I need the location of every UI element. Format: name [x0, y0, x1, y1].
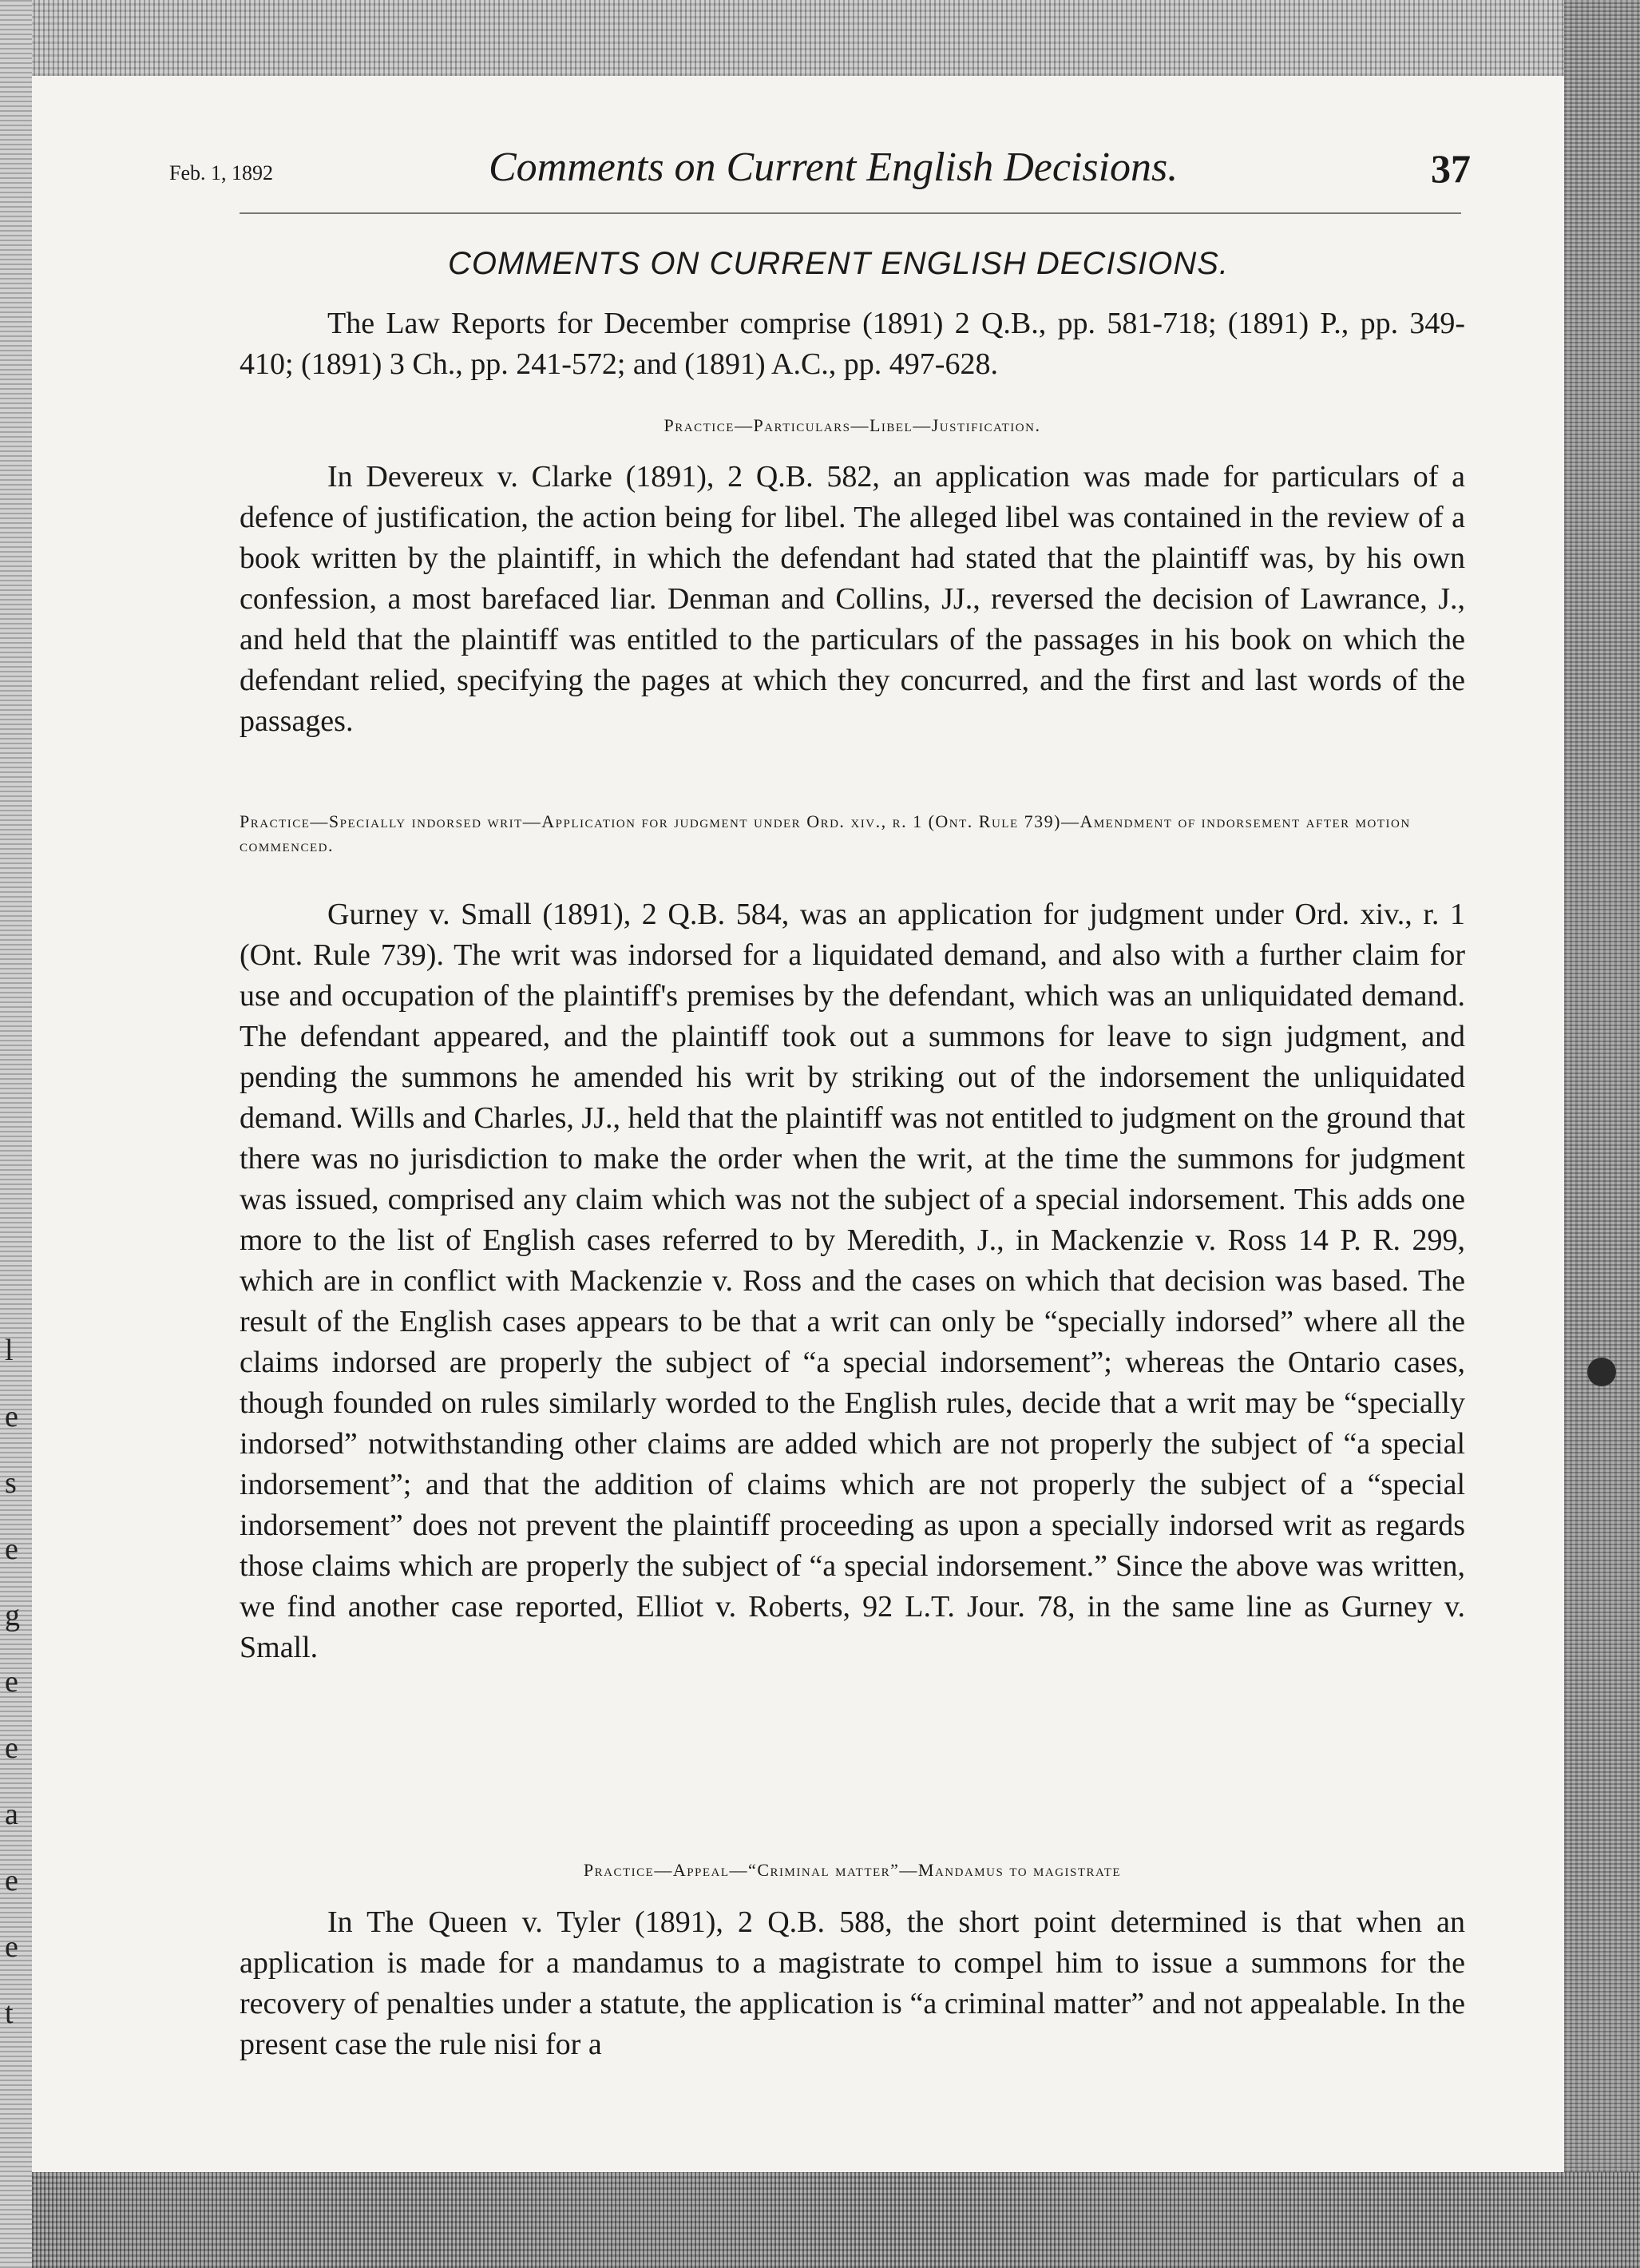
margin-letter: e [5, 1864, 18, 1897]
margin-letter: l [5, 1334, 14, 1367]
margin-letter: e [5, 1665, 18, 1699]
section-heading-1: Practice—Particulars—Libel—Justification. [664, 415, 1041, 435]
margin-letter: a [5, 1798, 18, 1831]
margin-letter: e [5, 1400, 18, 1433]
page-title: COMMENTS ON CURRENT ENGLISH DECISIONS. [447, 246, 1230, 281]
section-text-2: Gurney v. Small (1891), 2 Q.B. 584, was an application for judgment under Ord. xiv., r. 1 (Ont. Rule 739). The writ was indorsed for a liquidated demand, and also with a further claim for use and occupation of the plaintiff's premises by the defendant, which was an unliquidated demand. The defendant appeared, and the plaintiff took out a summons for leave to sign judgment, and pending the summons he amended his writ by striking out of the indorsement the unliquidated demand. Wills and Charles, JJ., held that the plaintiff was not entitled to judgment on the ground that there was no jurisdiction to make the order when the writ, at the time the summons for judgment was issued, comprised any claim which was not the subject of a special indorsement. This adds one more to the list of English cases referred to by Meredith, J., in Mackenzie v. Ross 14 P. R. 299, which are in conflict with Mackenzie v. Ross and the cases on which that decision was based. The result of the English cases appears to be that a writ can only be “specially indorsed” where all the claims indorsed are properly the subject of “a special indorsement”; whereas the Ontario cases, though founded on rules similarly worded to the English rules, decide that a writ may be “specially indorsed” notwithstanding other claims are added which are not properly the subject of “a special indorsement”; and that the addition of claims which are not properly the subject of a “special indorsement” does not prevent the plaintiff proceeding as upon a specially indorsed writ as regards those claims which are properly the subject of “a special indorsement.” Since the above was written, we find another case reported, Elliot v. Roberts, 92 L.T. Jour. 78, in the same line as Gurney v. Small. [240, 898, 1465, 1664]
running-head [169, 144, 1471, 200]
section-body-2 [240, 894, 1465, 1668]
margin-letter: e [5, 1731, 18, 1765]
margin-letter: t [5, 1996, 14, 2030]
bleed-through-margin [0, 1318, 32, 2047]
intro-paragraph [240, 303, 1465, 385]
section-body-1 [240, 457, 1465, 742]
scan-edge-top [0, 0, 1640, 76]
margin-letter: s [5, 1466, 17, 1500]
margin-letter: e [5, 1532, 18, 1566]
section-heading-2: Practice—Specially indorsed writ—Application for judgment under Ord. xiv., r. 1 (Ont. Rule 739)—Amendment of indorsement after motion commenced. [240, 811, 1411, 855]
section-text-3: In The Queen v. Tyler (1891), 2 Q.B. 588, the short point determined is that when an application is made for a mandamus to a magistrate to compel him to issue a summons for the recovery of penalties under a statute, the application is “a criminal matter” and not appealable. In the present case the rule nisi for a [240, 1905, 1465, 2061]
section-text-1: In Devereux v. Clarke (1891), 2 Q.B. 582, an application was made for particulars of a defence of justification, the action being for libel. The alleged libel was contained in the review of a book written by the plaintiff, in which the defendant had stated that the plaintiff was, by his own confession, a most barefaced liar. Denman and Collins, JJ., reversed the decision of Lawrance, J., and held that the plaintiff was entitled to the particulars of the passages in his book on which the defendant relied, specifying the pages at which they concurred, and the first and last words of the passages. [240, 460, 1465, 738]
scan-edge-right [1564, 0, 1640, 2268]
intro-text: The Law Reports for December comprise (1891) 2 Q.B., pp. 581-718; (1891) P., pp. 349-410; (1891) 3 Ch., pp. 241-572; and (1891) A.C., pp. 497-628. [240, 307, 1465, 381]
margin-letter: e [5, 1930, 18, 1964]
header-date: Feb. 1, 1892 [169, 161, 273, 184]
header-title: Comments on Current English Decisions. [489, 145, 1179, 190]
margin-letter: g [5, 1599, 20, 1632]
scan-edge-bottom [0, 2172, 1640, 2268]
binding-hole [1587, 1358, 1616, 1386]
page-number: 37 [1431, 146, 1471, 191]
section-heading-3: Practice—Appeal—“Criminal matter”—Mandamus to magistrate [583, 1860, 1122, 1880]
section-body-3 [240, 1902, 1465, 2065]
header-rule [240, 212, 1461, 214]
